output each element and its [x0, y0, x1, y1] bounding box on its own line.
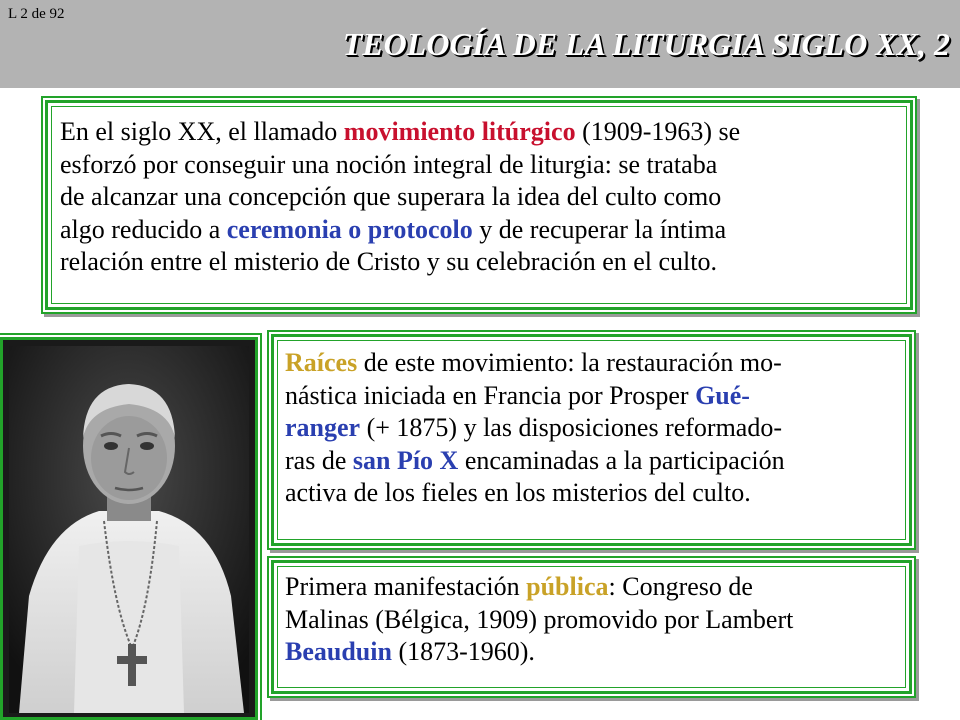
- manifestation-text: [285, 571, 900, 669]
- term-beauduin: Beauduin: [285, 637, 392, 666]
- roots-line-2: nástica iniciada en Francia por Prosper Gué-: [285, 380, 750, 410]
- intro-line-3: de alcanzar una concepción que superara la idea del culto como: [60, 182, 722, 211]
- roots-text: [285, 347, 900, 510]
- term-gueranger-2: ranger: [285, 413, 361, 442]
- roots-line-1: Raíces de este movimiento: la restauración mo-: [285, 348, 782, 377]
- term-raices: Raíces: [285, 348, 358, 377]
- intro-text: [60, 116, 898, 279]
- roots-line-5: activa de los fieles en los misterios del culto.: [285, 478, 751, 507]
- intro-line-2: esforzó por conseguir una noción integral de liturgia: se trataba: [60, 149, 718, 179]
- roots-box: [271, 334, 912, 546]
- page-number: L 2 de 92: [8, 6, 65, 22]
- portrait-photo: [9, 346, 249, 713]
- manifestation-line-3: Beauduin (1873-1960).: [285, 637, 535, 666]
- term-gueranger-1: Gué-: [695, 380, 750, 410]
- intro-line-5: relación entre el misterio de Cristo y su celebración en el culto.: [60, 247, 717, 276]
- intro-line-4: algo reducido a ceremonia o protocolo y de recuperar la íntima: [60, 214, 727, 244]
- manifestation-line-2: Malinas (Bélgica, 1909) promovido por Lambert: [285, 604, 794, 634]
- slide-title: TEOLOGÍA DE LA LITURGIA SIGLO XX, 2: [342, 26, 950, 62]
- manifestation-box: [271, 560, 912, 694]
- portrait-frame: [0, 337, 258, 720]
- header-bar: [0, 0, 960, 88]
- intro-line-1: En el siglo XX, el llamado movimiento litúrgico (1909-1963) se: [60, 117, 741, 146]
- roots-line-3: ranger (+ 1875) y las disposiciones reformado-: [285, 413, 782, 442]
- intro-box: [45, 100, 913, 310]
- term-publica: pública: [526, 572, 609, 601]
- term-movimiento-liturgico: movimiento litúrgico: [343, 117, 576, 146]
- roots-line-4: ras de san Pío X encaminadas a la participación: [285, 445, 785, 475]
- term-ceremonia-protocolo: ceremonia o protocolo: [226, 214, 473, 244]
- manifestation-line-1: Primera manifestación pública: Congreso de: [285, 572, 753, 601]
- term-san-pio-x: san Pío X: [352, 445, 459, 475]
